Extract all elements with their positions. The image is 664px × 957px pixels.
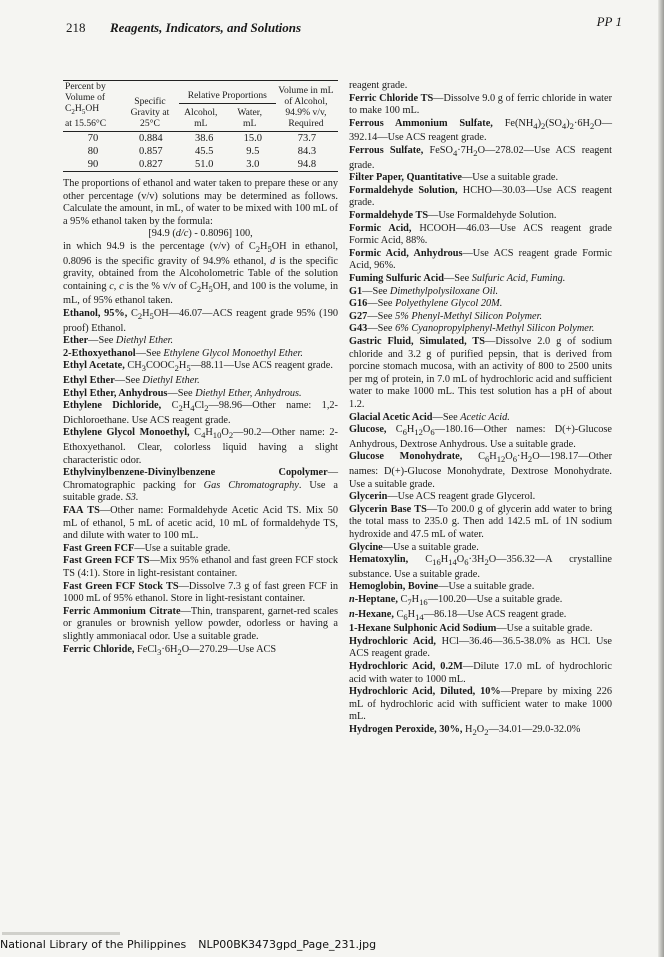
- entry-fuming-sulfuric-acid: Fuming Sulfuric Acid—See Sulfuric Acid, Fuming.: [349, 273, 566, 284]
- cell-percent: 70: [87, 132, 99, 144]
- entry-g16: G16—See Polyethylene Glycol 20M.: [349, 298, 503, 310]
- head-specific-gravity: Specific Gravity at: [130, 95, 170, 118]
- entry-ferrous-ammonium-sulfate: Ferrous Ammonium Sulfate, $Fe(NH_4)_2(SO_4)_2\cdot 6H_2O—392.14—Use$ ACS reagent grade.: [349, 117, 612, 144]
- entry-faa-ts: FAA TS—Other name: Formaldehyde Acetic Acid TS. Mix 50 mL of ethanol, 5 mL of acetic acid, 10 mL of formaldehyde TS, and dilute with water to 100 mL.: [63, 505, 339, 542]
- page-number: 218: [66, 20, 86, 35]
- col-percent-header: Percent by Volume of $C_2H_5OH$ at 15.56°C: [65, 81, 107, 129]
- entry-ethyl-ether: Ethyl Ether—See Diethyl Ether.: [63, 375, 200, 386]
- entry-glycine: Glycine—Use a suitable grade.: [349, 541, 479, 553]
- cell-percent: 80: [87, 145, 99, 157]
- entry-n-hexane: n-Hexane, $C_6H_{14}—86.18—Use$ ACS reagent grade.: [349, 608, 567, 622]
- cell-sg: 0.827: [139, 158, 163, 170]
- entry-formaldehyde-solution: Formaldehyde Solution, HCHO—30.03—Use ACS reagent grade.: [349, 184, 613, 209]
- entry-hemoglobin-bovine: Hemoglobin, Bovine—Use a suitable grade.: [349, 581, 535, 593]
- entry-glucose-monohydrate: Glucose Monohydrate, $C_6H_{12}O_6\cdot H_2O—198.17—Other$ names: D(+)-Glucose Monohydrate, Dextrose Monohydrate. Use a suitable grade.: [349, 451, 612, 490]
- col-water-header: [230, 103, 276, 129]
- head-relative-proportions: Relative Proportions: [187, 89, 267, 101]
- footer-library: National Library of the Philippines: [0, 938, 187, 951]
- entry-glycerin-base-ts: Glycerin Base TS—To 200.0 g of glycerin add water to bring the total mass to 235.0 g. Then add 142.5 mL of 1N sodium hydroxide and 47.5 mL of water.: [349, 503, 613, 540]
- entry-hydrochloric-acid-02m: Hydrochloric Acid, 0.2M—Dilute 17.0 mL of hydrochloric acid with water to 1000 mL.: [349, 661, 612, 685]
- entry-g43: G43—See 6% Cyanopropylphenyl-Methyl Silicon Polymer.: [349, 323, 595, 335]
- running-title: Reagents, Indicators, and Solutions: [110, 20, 302, 35]
- entry-ether: Ether—See Diethyl Ether.: [63, 335, 174, 347]
- entry-ethylvinylbenzene-copolymer: Ethylvinylbenzene-Divinylbenzene Copolymer—Chromatographic packing for Gas Chromatography. Use a suitable grade. S3.: [63, 467, 338, 504]
- entry-filter-paper: Filter Paper, Quantitative—Use a suitable grade.: [349, 172, 559, 184]
- entry-ethylene-dichloride: Ethylene Dichloride, $C_2H_4Cl_2—98.96—Other$ name: 1,2-Dichloroethane. Use ACS reagent grade.: [63, 400, 338, 426]
- head-sg-temp: 25°C: [140, 117, 160, 129]
- formula: [94.9 (d/c) - 0.8096] 100,: [148, 228, 253, 240]
- formula-explanation: in which 94.9 is the percentage (v/v) of $C_2H_5OH$ in ethanol, 0.8096 is the specific gravity of 94.9% ethanol, d is the specific gravity, obtained from the Alcoholometric Table of the solution containing c, c is the % v/v of $C_2H_5OH$, and 100 is the volume, in mL, of 95% ethanol taken.: [63, 240, 338, 307]
- intro-paragraph: The proportions of ethanol and water taken to prepare these or any other percentage (v/v) solutions may be determined as follows. Calculate the amount, in mL, of water to be mixed with 100 mL of a 95% ethanol taken by the formula:: [63, 177, 338, 227]
- entry-ferrous-sulfate: Ferrous Sulfate, $FeSO_4\cdot 7H_2O—278.02—Use$ ACS reagent grade.: [349, 145, 612, 171]
- head-volume: Volume in mL of Alcohol, 94.9% v/v, Required: [278, 84, 334, 129]
- col-volume-header: [276, 81, 338, 129]
- cell-alcohol: 51.0: [195, 158, 214, 170]
- cell-volume: 73.7: [297, 132, 317, 144]
- left-column: [63, 80, 338, 658]
- entry-glacial-acetic-acid: Glacial Acetic Acid—See Acetic Acid.: [349, 411, 510, 423]
- entry-glycerin: Glycerin—Use ACS reagent grade Glycerol.: [349, 491, 536, 503]
- entry-ethanol-95: Ethanol, 95%, $C_2H_5OH—46.07—ACS$ reagent grade 95% (190 proof) Ethanol.: [63, 307, 338, 334]
- entry-fast-green-fcf-ts: Fast Green FCF TS—Mix 95% ethanol and fast green FCF stock TS (4:1). Store in light-resistant container.: [63, 555, 338, 579]
- col-alcohol-header: [179, 103, 230, 129]
- entry-ferric-chloride: Ferric Chloride, $FeCl_3\cdot 6H_2O—270.29—Use$ ACS: [63, 643, 277, 657]
- entry-g1: G1—See Dimethylpolysiloxane Oil.: [349, 285, 499, 297]
- cell-alcohol: 45.5: [195, 145, 214, 157]
- cell-volume: 94.8: [297, 158, 317, 170]
- entry-hydrogen-peroxide: Hydrogen Peroxide, 30%, $H_2O_2—34.01—29.0-32.0\%$: [349, 724, 581, 738]
- page-binding-edge: [658, 0, 664, 957]
- entry-ethyl-ether-anhydrous: Ethyl Ether, Anhydrous—See Diethyl Ether, Anhydrous.: [63, 387, 302, 399]
- cell-sg: 0.857: [139, 145, 163, 157]
- cell-water: 3.0: [246, 158, 260, 170]
- head-percent-by: Percent by Volume of: [65, 81, 106, 103]
- page-code: PP 1: [596, 14, 622, 29]
- cell-water: 9.5: [246, 145, 260, 157]
- continued-text: reagent grade.: [349, 80, 408, 91]
- entry-fast-green-fcf-stock-ts: Fast Green FCF Stock TS—Dissolve 7.3 g of fast green FCF in 1000 mL of 95% ethanol. Store in light-resistant container.: [63, 580, 338, 605]
- scan-smudge: [2, 932, 120, 935]
- entry-formaldehyde-ts: Formaldehyde TS—Use Formaldehyde Solution.: [349, 210, 557, 222]
- table-row: [63, 145, 338, 158]
- running-header: [66, 14, 644, 40]
- table-row: [63, 131, 338, 145]
- scan-footer: [0, 938, 376, 951]
- entry-formic-acid: Formic Acid, HCOOH—46.03—Use ACS reagent grade Formic Acid, 88%.: [349, 222, 612, 247]
- entry-hydrochloric-acid-diluted: Hydrochloric Acid, Diluted, 10%—Prepare by mixing 226 mL of hydrochloric acid with sufficient water to make 1000 mL.: [349, 686, 612, 723]
- entry-glucose: Glucose, $C_6H_{12}O_6—180.16—Other$ names: D(+)-Glucose Anhydrous, Dextrose Anhydrous. Use a suitable grade.: [349, 424, 612, 450]
- entry-hematoxylin: Hematoxylin, $C_{16}H_{14}O_6\cdot 3H_2O—356.32—A$ crystalline substance. Use a suitable grade.: [349, 554, 612, 580]
- cell-percent: 90: [87, 158, 99, 170]
- entry-g27: G27—See 5% Phenyl-Methyl Silicon Polymer.: [349, 310, 543, 322]
- entry-formic-acid-anhydrous: Formic Acid, Anhydrous—Use ACS reagent grade Formic Acid, 96%.: [349, 247, 612, 272]
- right-column: [349, 80, 612, 739]
- alcohol-dilution-table: [63, 80, 338, 172]
- cell-sg: 0.884: [139, 132, 163, 144]
- head-alcohol: Alcohol, mL: [184, 106, 218, 129]
- entry-ethylene-glycol-monoethyl: Ethylene Glycol Monoethyl, $C_4H_{10}O_2—90.2—Other$ name: 2-Ethoxyethanol. Clear, colorless liquid having a slight characteristic odor.: [63, 427, 338, 466]
- cell-alcohol: 38.6: [195, 132, 214, 144]
- entry-n-heptane: n-Heptane, $C_7H_{16}—100.20—Use$ a suitable grade.: [349, 593, 563, 608]
- entry-2-ethoxyethanol: 2-Ethoxyethanol—See Ethylene Glycol Monoethyl Ether.: [63, 347, 303, 359]
- table-row: [63, 158, 338, 172]
- footer-filename: NLP00BK3473gpd_Page_231.jpg: [198, 938, 377, 951]
- entry-ferric-chloride-ts: Ferric Chloride TS—Dissolve 9.0 g of ferric chloride in water to make 100 mL.: [349, 92, 612, 117]
- entry-ferric-ammonium-citrate: Ferric Ammonium Citrate—Thin, transparent, garnet-red scales or granules or brownish yellow powder, odorless or having a slightly ammoniacal odor. Use a suitable grade.: [63, 605, 339, 642]
- col-relative-proportions-header: [179, 81, 276, 104]
- entry-hexane-sulphonic-acid: 1-Hexane Sulphonic Acid Sodium—Use a suitable grade.: [349, 623, 593, 635]
- entry-ethyl-acetate: Ethyl Acetate, $CH_3COOC_2H_5—88.11—Use$ ACS reagent grade.: [63, 360, 333, 374]
- cell-water: 15.0: [243, 132, 262, 144]
- entry-fast-green-fcf: Fast Green FCF—Use a suitable grade.: [63, 542, 231, 554]
- col-sg-header: [123, 81, 179, 129]
- cell-volume: 84.3: [297, 145, 317, 157]
- entry-gastric-fluid: Gastric Fluid, Simulated, TS—Dissolve 2.0 g of sodium chloride and 3.2 g of purified pepsin, that is derived from porcine stomach mucosa, with an activity of 800 to 2500 units per mg of protein, in 7.0 mL of hydrochloric acid and sufficient water to make 1000 mL. This test solution has a pH of about 1.2.: [349, 335, 612, 410]
- entry-hydrochloric-acid: Hydrochloric Acid, HCl—36.46—36.5-38.0% as HCl. Use ACS reagent grade.: [349, 635, 612, 660]
- head-water: Water, mL: [237, 106, 262, 129]
- head-temp: at 15.56°C: [65, 117, 107, 129]
